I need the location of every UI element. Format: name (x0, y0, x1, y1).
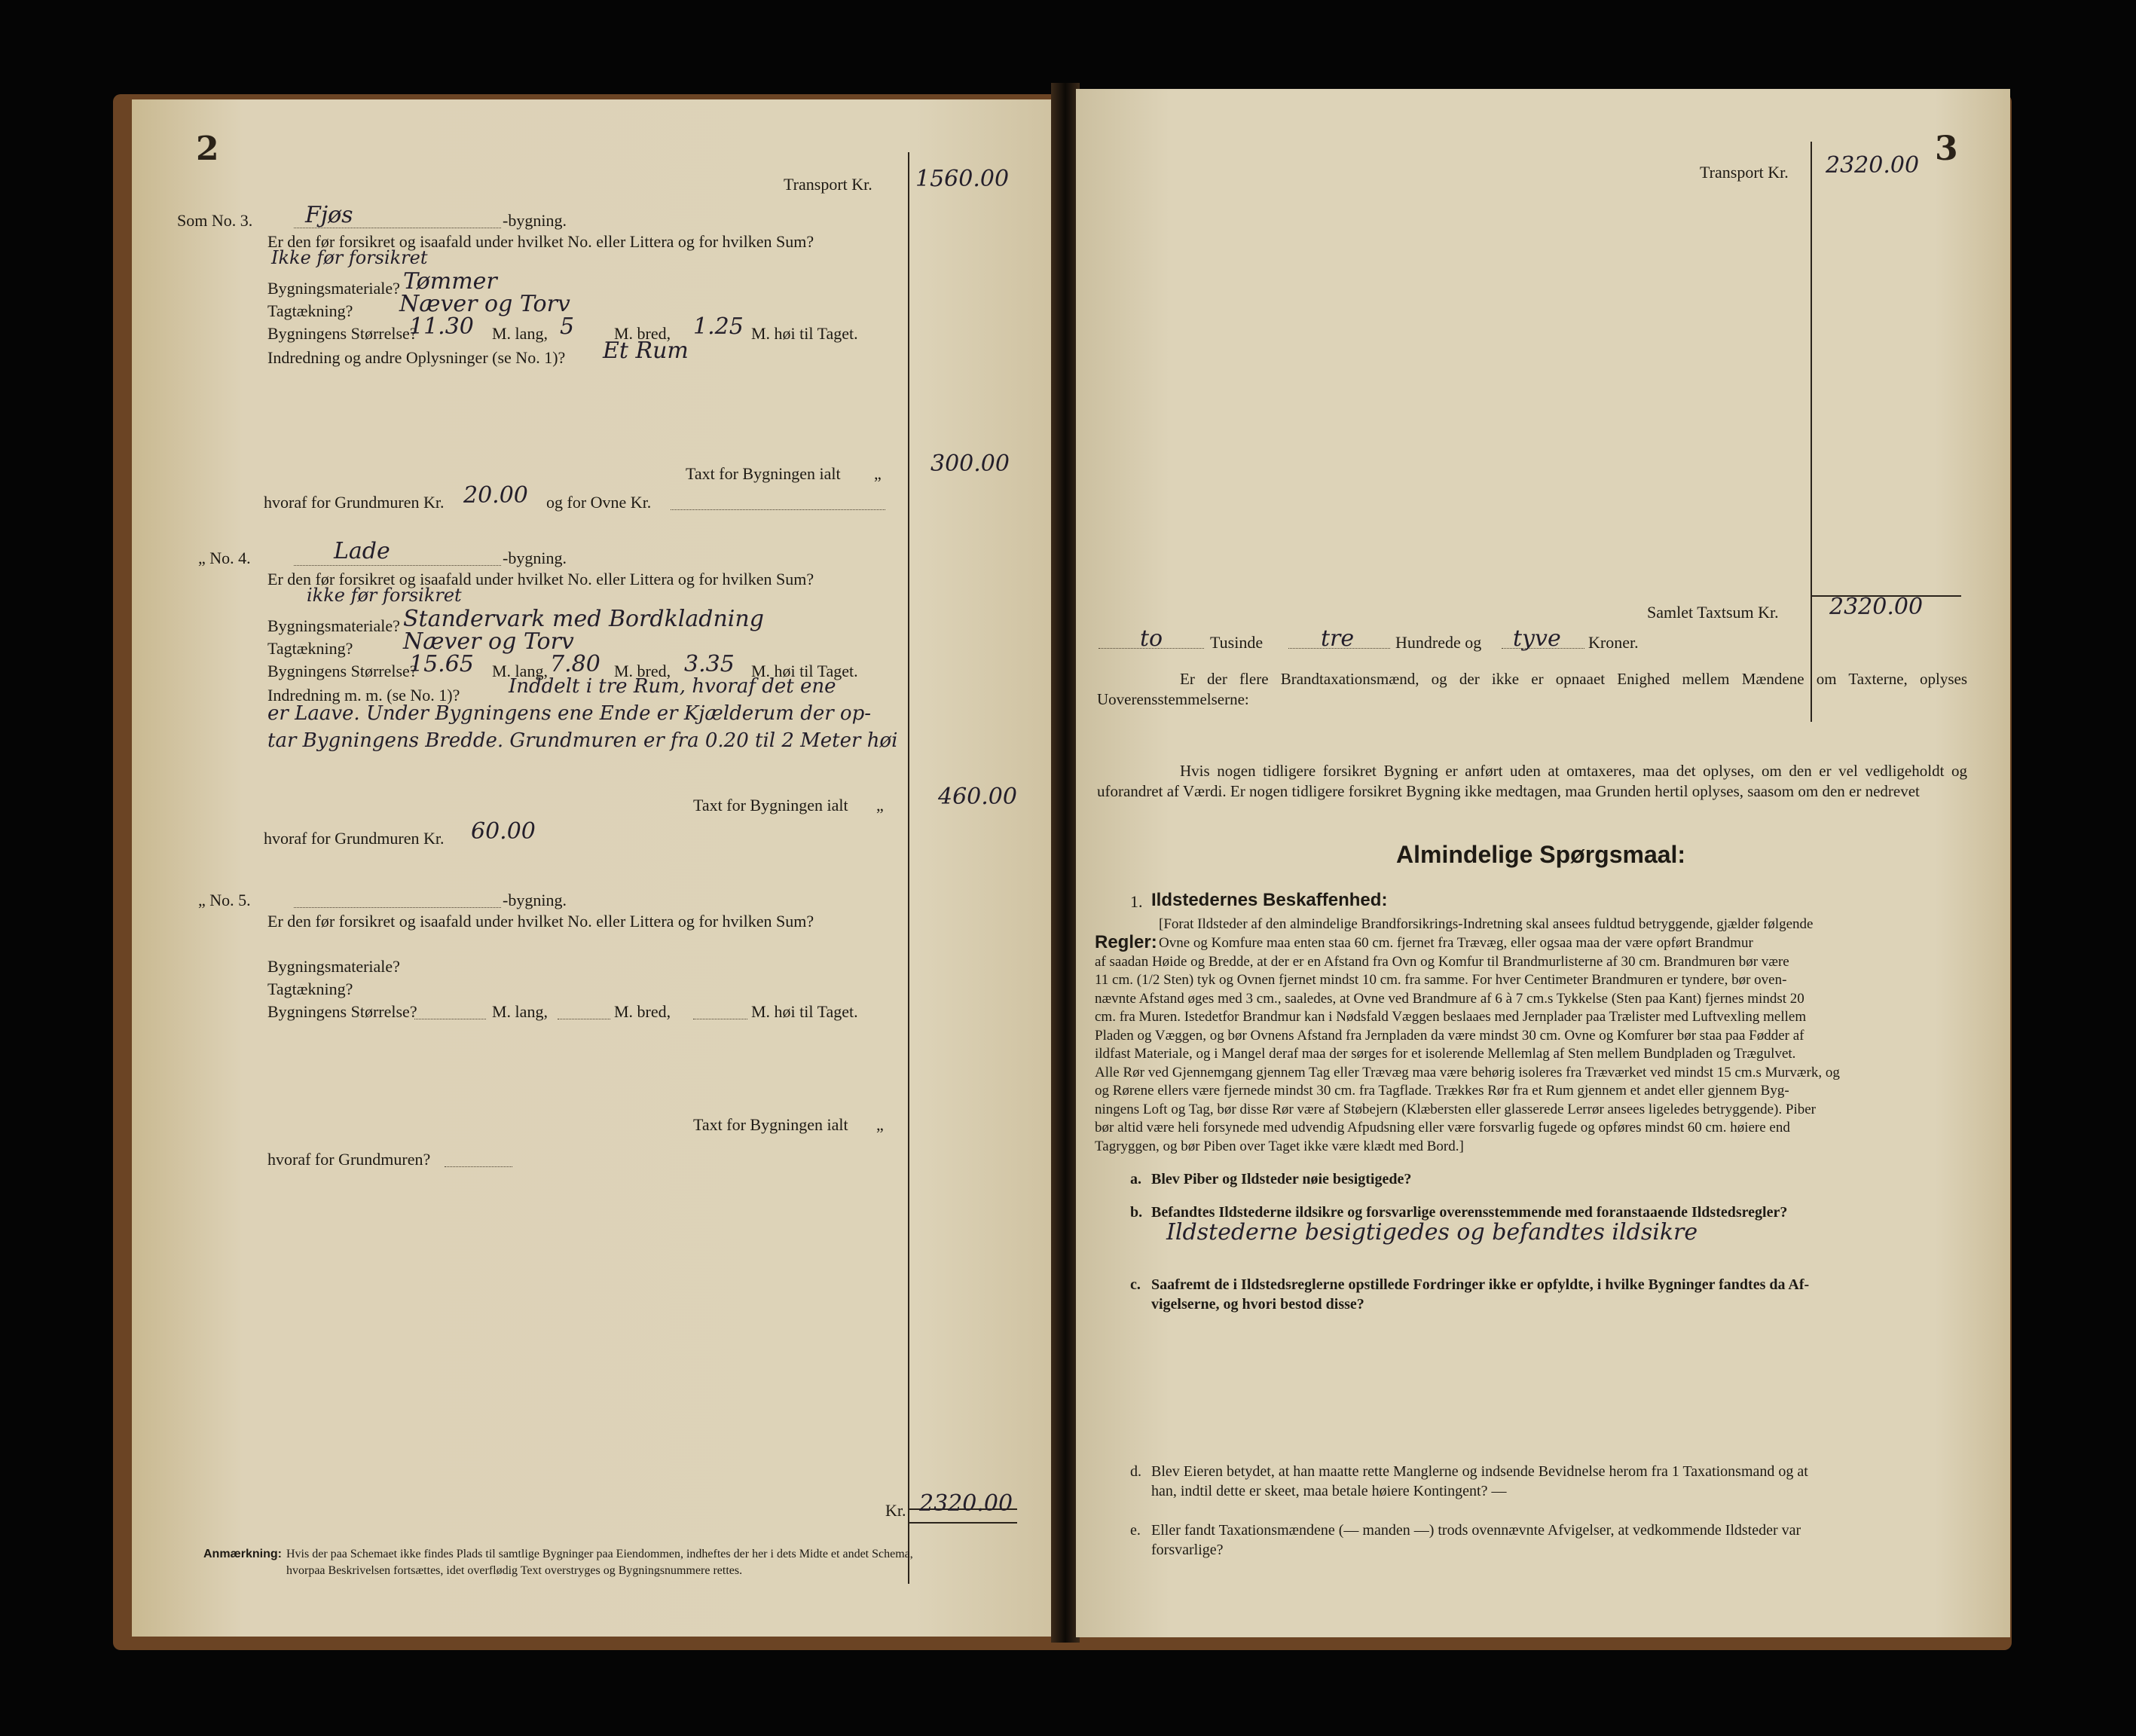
size-length-unit: M. lang, (492, 1002, 548, 1021)
rules-line: Ovne og Komfure maa enten staa 60 cm. fjernet fra Trævæg, eller ogsaa maa der være opført Brandmur (1159, 935, 1753, 951)
amount-column-rule (1811, 142, 1812, 722)
amount-column-rule (908, 152, 909, 1584)
building-name: Lade (334, 538, 390, 564)
foundation-label: hvoraf for Grundmuren? (267, 1150, 431, 1169)
interior-value-2: er Laave. Under Bygningens ene Ende er Kjælderum der op- (267, 702, 872, 725)
q1-title: Ildstedernes Beskaffenhed: (1151, 890, 1388, 910)
tax-label: Taxt for Bygningen ialt (693, 796, 848, 815)
transport-value: 1560.00 (915, 166, 1010, 192)
page-number: 2 (196, 130, 219, 168)
question-prev-insured: Er den før forsikret og isaafald under hvilket No. eller Littera og for hvilken Sum? (267, 232, 814, 251)
rules-line: ningens Loft og Tag, bør disse Rør være af Støbejern (Klæbersten eller glasserede Lerrør ansees ligeledes betryggende). Piber (1095, 1101, 1816, 1117)
quote-mark: „ (876, 1115, 884, 1134)
prior-insured-text: Hvis nogen tidligere forsikret Bygning er anført uden at omtaxeres, maa det oplyses, om den er vel vedligeholdt og uforandret af Værdi. Er nogen tidligere forsikret Bygning ikke medtagen, maa Grunden hertil oplyses, saasom om den er nedrevet (1097, 762, 1967, 800)
size-width: 7.80 (550, 651, 600, 677)
amount-rest-label: Kroner. (1588, 633, 1639, 652)
disagreement-text: Er der flere Brandtaxationsmænd, og der ikke er opnaaet Enighed mellem Mændene om Taxterne, oplyses Uoverensstemmelserne: (1097, 670, 1967, 708)
size-label: Bygningens Størrelse? (267, 662, 417, 680)
interior-value: Inddelt i tre Rum, hvoraf det ene (509, 675, 836, 698)
size-width-unit: M. bred, (614, 1002, 671, 1021)
roof-label: Tagtækning? (267, 639, 353, 658)
rules-intro: [Forat Ildsteder af den almindelige Brandforsikrings-Indretning skal ansees fuldtud betryggende, gjælder følgende (1159, 916, 1814, 932)
left-page (132, 99, 1055, 1637)
amount-thousands-label: Tusinde (1210, 633, 1264, 652)
tax-value: 460.00 (938, 784, 1017, 810)
fill-line (294, 565, 501, 566)
rules-line: Tagryggen, og bør Piben over Taget ikke være klædt med Bord.] (1095, 1138, 1464, 1154)
fill-line (445, 1166, 512, 1167)
transport-label: Transport Kr. (1700, 163, 1789, 182)
rules-line: Pladen og Væggen, og bør Ovnens Afstand fra Jernpladen da være mindst 30 cm. Ovne og Komfurer bør staa paa Fødder af (1095, 1027, 1804, 1044)
total-label: Kr. (885, 1501, 906, 1520)
size-length: 11.30 (409, 313, 474, 340)
qe-text-1: Eller fandt Taxationsmændene (— manden —) trods ovennævnte Afvigelser, at vedkommende Ildsteder var (1151, 1522, 1801, 1539)
quote-mark: „ (876, 796, 884, 815)
foundation-label: hvoraf for Grundmuren Kr. (264, 493, 445, 512)
qd-text-1: Blev Eieren betydet, at han maatte rette Manglerne og indsende Bevidnelse herom fra 1 Taxationsmand og at (1151, 1463, 1808, 1480)
tax-value: 300.00 (930, 451, 1010, 477)
material-label: Bygningsmateriale? (267, 616, 400, 635)
roof-value: Næver og Torv (403, 628, 574, 655)
rules-line: og Rørene ellers være fjernede mindst 30 cm. fra Tagflade. Trækkes Rør fra et Rum gjennem et andet eller gjennem Byg- (1095, 1083, 1789, 1099)
entry-prefix: „ No. 4. (198, 549, 251, 567)
right-page (1076, 89, 2010, 1637)
qe-text-2: forsvarlige? (1151, 1542, 1224, 1558)
size-length-unit: M. lang, (492, 324, 548, 343)
size-label: Bygningens Størrelse? (267, 324, 417, 343)
size-height: 1.25 (693, 313, 744, 340)
material-value: Tømmer (403, 268, 497, 295)
size-height-unit: M. høi til Taget. (751, 324, 858, 343)
qa-label: a. (1130, 1171, 1141, 1187)
general-questions-heading: Almindelige Spørgsmaal: (1396, 841, 1686, 868)
rules-line: bør altid være heli forsynede med udvendig Afpudsning eller være forsvarlig fugede og opføres mindst 60 cm. høiere end (1095, 1120, 1790, 1135)
roof-label: Tagtækning? (267, 301, 353, 320)
size-length: 15.65 (409, 651, 474, 677)
quote-mark: „ (874, 464, 882, 483)
qb-text: Befandtes Ildstederne ildsikre og forsvarlige overensstemmende med foranstaaende Ildstedsregler? (1151, 1204, 1788, 1221)
total-value: 2320.00 (919, 1490, 1013, 1517)
size-label: Bygningens Størrelse? (267, 1002, 417, 1021)
note-text-1: Hvis der paa Schemaet ikke findes Plads til samtlige Bygninger paa Eiendommen, indheftes der her i dets Midte et andet Schema, (286, 1548, 913, 1560)
foundation-value: 20.00 (463, 482, 528, 509)
rules-line: ildfast Materiale, og i Mangel deraf maa der sørges for et isolerende Mellemlag af Sten mellem Bundpladen og Trægulvet. (1095, 1046, 1796, 1062)
question-prev-insured: Er den før forsikret og isaafald under hvilket No. eller Littera og for hvilken Sum? (267, 912, 814, 931)
size-width-unit: M. bred, (614, 324, 671, 343)
qb-label: b. (1130, 1204, 1143, 1221)
qd-label: d. (1130, 1463, 1141, 1480)
rules-line: 11 cm. (1/2 Sten) tyk og Ovnen fjernet mindst 10 cm. fra samme. For hver Centimeter Brandmuren er tyndere, bør oven- (1095, 972, 1787, 988)
q1-number: 1. (1130, 892, 1143, 911)
interior-label: Indredning m. m. (se No. 1)? (267, 686, 460, 704)
qb-answer: Ildstederne besigtigedes og befandtes ildsikre (1166, 1219, 1698, 1245)
qc-text-2: vigelserne, og hvori bestod disse? (1151, 1296, 1364, 1313)
roof-value: Næver og Torv (399, 291, 570, 317)
note-text-2: hvorpaa Beskrivelsen fortsættes, idet overflødig Text overstryges og Bygningsnummere rettes. (286, 1564, 743, 1577)
amount-hundreds: tre (1321, 625, 1355, 652)
size-width: 5 (560, 313, 575, 340)
foundation-label: hvoraf for Grundmuren Kr. (264, 829, 445, 848)
ovens-label: og for Ovne Kr. (546, 493, 652, 512)
rules-line: nævnte Afstand øges med 3 cm., saaledes, at Ovne ved Brandmure af 6 à 7 cm.s Tykkelse (Sten paa Kant) fjernes mindst 20 (1095, 990, 1804, 1007)
size-height-unit: M. høi til Taget. (751, 662, 858, 680)
tax-label: Taxt for Bygningen ialt (686, 464, 841, 483)
material-value: Standervark med Bordkladning (403, 606, 764, 632)
interior-value: Et Rum (603, 338, 689, 364)
building-suffix: -bygning. (503, 891, 567, 909)
rules-word: Regler: (1095, 932, 1157, 952)
note-label: Anmærkning: (203, 1548, 282, 1560)
page-number: 3 (1935, 130, 1958, 168)
size-length-unit: M. lang, (492, 662, 548, 680)
answer-prev-insured: Ikke før forsikret (271, 247, 428, 268)
qd-text-2: han, indtil dette er skeet, maa betale høiere Kontingent? — (1151, 1483, 1507, 1499)
question-prev-insured: Er den før forsikret og isaafald under hvilket No. eller Littera og for hvilken Sum? (267, 570, 814, 588)
rules-line: af saadan Høide og Bredde, at der er en Afstand fra Ovn og Komfur til Brandmurlisterne af 30 cm. Brandmuren bør være (1095, 953, 1789, 970)
tax-label: Taxt for Bygningen ialt (693, 1115, 848, 1134)
total-underline (908, 1522, 1017, 1524)
amount-hundreds-label: Hundrede og (1395, 633, 1482, 652)
sum-label: Samlet Taxtsum Kr. (1647, 603, 1779, 622)
material-label: Bygningsmateriale? (267, 279, 400, 298)
size-height-unit: M. høi til Taget. (751, 1002, 858, 1021)
qe-label: e. (1130, 1522, 1141, 1539)
amount-thousands: to (1140, 625, 1163, 652)
foundation-value: 60.00 (471, 818, 536, 845)
material-label: Bygningsmateriale? (267, 957, 400, 976)
answer-prev-insured: ikke før forsikret (307, 585, 462, 606)
building-name: Fjøs (305, 202, 353, 228)
building-suffix: -bygning. (503, 549, 567, 567)
building-suffix: -bygning. (503, 211, 567, 230)
transport-value: 2320.00 (1826, 152, 1920, 179)
rules-line: cm. fra Muren. Istedetfor Brandmur kan i Nødsfald Væggen beslaaes med Jernplader paa Trælister med Luftvexling mellem (1095, 1009, 1807, 1025)
rules-line: Alle Rør ved Gjennemgang gjennem Tag eller Trævæg maa være behørig isoleres fra Træværket ved mindst 15 cm.s Murværk, og (1095, 1064, 1840, 1080)
size-height: 3.35 (684, 651, 735, 677)
transport-label: Transport Kr. (784, 175, 872, 194)
interior-label: Indredning og andre Oplysninger (se No. 1)? (267, 348, 566, 367)
roof-label: Tagtækning? (267, 980, 353, 998)
fill-line (671, 509, 885, 510)
sum-value: 2320.00 (1829, 594, 1924, 620)
qa-text: Blev Piber og Ildsteder nøie besigtigede? (1151, 1171, 1412, 1187)
qc-text-1: Saafremt de i Ildstedsreglerne opstillede Fordringer ikke er opfyldte, i hvilke Bygninger fandtes da Af- (1151, 1276, 1810, 1293)
interior-value-3: tar Bygningens Bredde. Grundmuren er fra 0.20 til 2 Meter høi (267, 729, 898, 752)
fill-line (294, 907, 501, 908)
entry-prefix: „ No. 5. (198, 891, 251, 909)
amount-rest: tyve (1513, 625, 1561, 652)
qc-label: c. (1130, 1276, 1141, 1293)
size-width-unit: M. bred, (614, 662, 671, 680)
entry-prefix: Som No. 3. (177, 211, 253, 230)
